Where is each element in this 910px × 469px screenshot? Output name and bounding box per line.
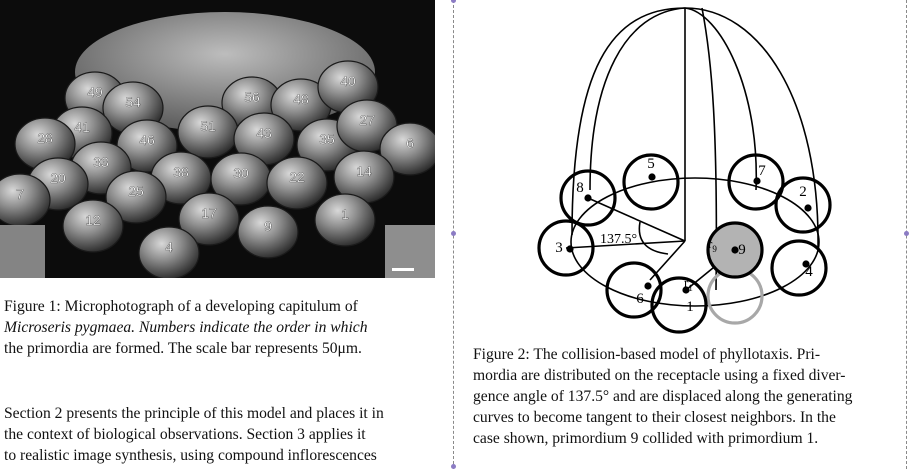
primordium-number-label: 12 bbox=[85, 212, 101, 228]
primordium-label: 2 bbox=[799, 184, 807, 200]
primordium-center-dot bbox=[644, 282, 651, 289]
primordium-label: 9 bbox=[738, 242, 746, 258]
primordium-number-label: 33 bbox=[93, 154, 109, 170]
primordium-number-label: 54 bbox=[125, 94, 141, 110]
caption-line: gence angle of 137.5° and are displaced along the generating bbox=[473, 388, 853, 405]
primordium-number-label: 27 bbox=[359, 112, 375, 128]
body-paragraph bbox=[4, 403, 432, 466]
scale-bar bbox=[392, 268, 414, 271]
primordium-number-label: 48 bbox=[293, 91, 309, 107]
caption-line: Figure 1: Microphotograph of a developing capitulum of bbox=[4, 298, 358, 315]
primordium-number-label: 30 bbox=[233, 165, 249, 181]
primordium-label: 7 bbox=[758, 163, 766, 179]
phyllotaxis-diagram bbox=[456, 0, 910, 340]
primordium-label: 3 bbox=[555, 240, 563, 256]
primordium-label: 5 bbox=[647, 156, 655, 172]
figure2-caption bbox=[473, 344, 905, 449]
generating-curve bbox=[685, 8, 756, 190]
figure1-caption bbox=[4, 296, 432, 359]
primordium-label: 6 bbox=[636, 291, 644, 307]
paragraph-line: Section 2 presents the principle of this model and places it in bbox=[4, 405, 384, 422]
primordium-label: 8 bbox=[576, 180, 584, 196]
primordium-number-label: 49 bbox=[87, 84, 103, 100]
primordium-number-label: 4 bbox=[165, 239, 173, 255]
primordium-4 bbox=[772, 241, 826, 295]
primordium-number-label: 1 bbox=[341, 206, 349, 222]
primordium-number-label: 56 bbox=[244, 89, 260, 105]
primordium-center-dot bbox=[566, 245, 573, 252]
primordium-number-label: 20 bbox=[50, 170, 66, 186]
capitulum-microphotograph bbox=[0, 0, 435, 278]
primordium-number-label: 22 bbox=[289, 169, 305, 185]
receptacle-outline bbox=[572, 8, 818, 248]
primordium-number-label: 9 bbox=[264, 218, 272, 234]
primordium-center-dot bbox=[584, 194, 591, 201]
primordium-label: 1 bbox=[686, 299, 694, 315]
caption-line: Figure 2: The collision-based model of phyllotaxis. Pri- bbox=[473, 346, 821, 363]
primordium-center-dot bbox=[648, 173, 655, 180]
primordium-number-label: 25 bbox=[128, 183, 144, 199]
caption-line: case shown, primordium 9 collided with primordium 1. bbox=[473, 430, 819, 447]
primordium-number-label: 46 bbox=[139, 132, 155, 148]
primordium-center-dot bbox=[804, 204, 811, 211]
primordium-number-label: 6 bbox=[406, 135, 414, 151]
primordium-6 bbox=[607, 263, 661, 317]
primordium-number-label: 35 bbox=[319, 131, 335, 147]
primordium-number-label: 28 bbox=[37, 130, 53, 146]
primordium-label: 4 bbox=[805, 264, 813, 280]
divergence-angle-label: 137.5° bbox=[600, 232, 638, 247]
primordium-number-label: 7 bbox=[16, 186, 24, 202]
primordium-number-label: 14 bbox=[356, 163, 372, 179]
caption-line: mordia are distributed on the receptacle using a fixed diver- bbox=[473, 367, 846, 384]
primordium-number-label: 43 bbox=[256, 125, 272, 141]
caption-line: Microseris pygmaea. Numbers indicate the order in which bbox=[4, 319, 368, 336]
r9-label: $r_9$ bbox=[708, 236, 717, 254]
primordium-number-label: 40 bbox=[340, 73, 356, 89]
paragraph-line: to realistic image synthesis, using compound inflorescences bbox=[4, 447, 377, 464]
primordium-number-label: 17 bbox=[201, 205, 217, 221]
paragraph-line: the context of biological observations. Section 3 applies it bbox=[4, 426, 366, 443]
primordium-number-label: 41 bbox=[74, 119, 90, 135]
caption-line: curves to become tangent to their closest neighbors. In the bbox=[473, 409, 836, 426]
resize-handle[interactable] bbox=[451, 464, 456, 469]
caption-line: the primordia are formed. The scale bar represents 50μm. bbox=[4, 340, 362, 357]
primordium-number-label: 51 bbox=[200, 118, 216, 134]
r1-label: $r_1$ bbox=[684, 275, 693, 293]
primordium-number-label: 38 bbox=[173, 164, 189, 180]
